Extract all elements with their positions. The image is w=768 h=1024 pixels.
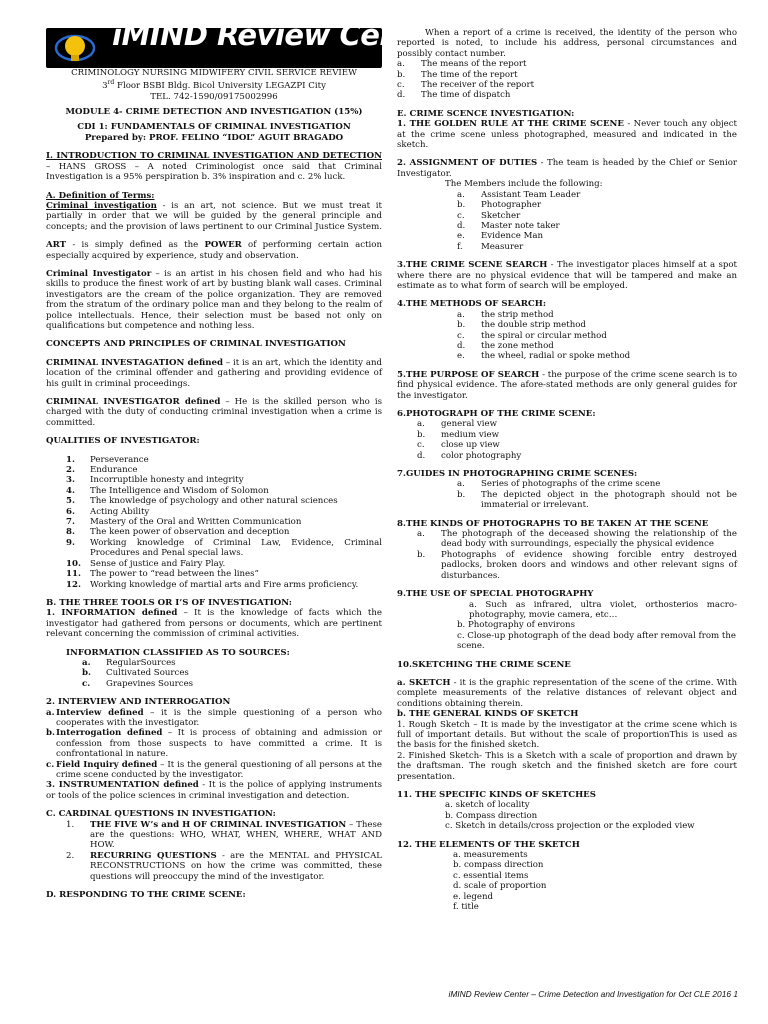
bulb-logo-icon: [54, 31, 96, 65]
guides-heading: 7.GUIDES IN PHOTOGRAPHING CRIME SCENES:: [397, 469, 638, 480]
instrumentation-defined: 3. INSTRUMENTATION defined - It is the police of applying instruments or tools of the police sciences in criminal investigation and detection.: [46, 780, 382, 801]
list-item: b. The depicted object in the photograph should not be immaterial or irrelevant.: [457, 489, 737, 511]
special-b: b. Photography of environs: [457, 620, 575, 631]
list-item: 1. Perseverance: [66, 454, 149, 465]
list-item: e. the wheel, radial or spoke method: [457, 351, 631, 362]
list-item: 2. Endurance: [66, 465, 138, 476]
header-line-1: CRIMINOLOGY NURSING MIDWIFERY CIVIL SERVICE REVIEW: [71, 68, 357, 78]
sketching-heading: 10.SKETCHING THE CRIME SCENE: [397, 659, 571, 670]
header-line-3: TEL. 742-1590/09175002996: [150, 91, 278, 102]
sketch-defined: a. SKETCH - it is the graphic representation of the scene of the crime. With complete measurements of the relative distances of relevant object and conditions obtaining therein.: [397, 677, 737, 709]
list-item: a. general view: [417, 419, 497, 430]
list-item: c. close up view: [417, 440, 500, 451]
def-criminal-investigator: Criminal Investigator – is an artist in his chosen field and who had his skills to produce the finest work of art by busting blank wall cases. Criminal investigators are the cream of the police organization. They are removed from the stratum of the ordinary police man and they belong to the realm of police intellectuals. Hence, their selection must be based not only on qualifications but competence and nothing less.: [46, 268, 382, 331]
list-item: a. Series of photographs of the crime scene: [457, 479, 661, 490]
list-item: b. Compass direction: [445, 810, 538, 821]
tools-heading: B. THE THREE TOOLS OR I’S OF INVESTIGATION:: [46, 597, 292, 608]
sources-list: [46, 658, 382, 689]
list-item: 9. Working knowledge of Criminal Law, Evidence, Criminal Procedures and Penal special laws.: [66, 537, 382, 559]
guides-list: [397, 479, 737, 510]
list-item: b. Photographer: [457, 200, 542, 211]
methods-list: [397, 310, 737, 362]
crime-scene-search: 3.THE CRIME SCENE SEARCH - The investigator places himself at a spot where there are no physical evidence that will be tampered and make an estimate as to what form of search will be employed.: [397, 260, 737, 291]
kinds-of-sketch-heading: b. THE GENERAL KINDS OF SKETCH: [397, 709, 579, 720]
list-item: e. legend: [453, 891, 494, 902]
brand-title: iMIND Review Center: [112, 18, 446, 52]
list-item: c. Field Inquiry defined – It is the general questioning of all persons at the crime scene conducted by the investigator.: [46, 759, 382, 781]
list-item: a. RegularSources: [82, 657, 176, 668]
header-banner: [46, 18, 446, 68]
list-item: b. Interrogation defined – It is process of obtaining and admission or confession from those suspects to have committed a crime. It is confrontational in nature.: [46, 728, 382, 760]
list-item: 3. Incorruptible honesty and integrity: [66, 475, 244, 486]
list-item: d. Master note taker: [457, 220, 560, 231]
page-footer: iMIND Review Center – Crime Detection and Investigation for Oct CLE 2016 1: [448, 989, 738, 999]
interview-heading: 2. INTERVIEW AND INTERROGATION: [46, 697, 231, 708]
qualities-list: [46, 455, 382, 590]
elements-heading: 12. THE ELEMENTS OF THE SKETCH: [397, 839, 580, 850]
prepared-by: Prepared by: PROF. FELINO “IDOL” AGUIT BRAGADO: [84, 132, 344, 143]
def-art: ART - is simply defined as the POWER of performing certain action especially acquired by experience, study and observation.: [46, 240, 382, 261]
list-item: 7. Mastery of the Oral and Written Communication: [66, 517, 302, 528]
list-item: 8. The keen power of observation and deception: [66, 527, 290, 538]
purpose-of-search: 5.THE PURPOSE OF SEARCH - the purpose of the crime scene search is to find physical evidence. The afore-stated methods are only general guides for the investigator.: [397, 369, 737, 401]
module-title: MODULE 4- CRIME DETECTION AND INVESTIGATION (15%): [65, 107, 363, 118]
methods-heading: 4.THE METHODS OF SEARCH:: [397, 299, 547, 310]
left-column: [46, 0, 446, 901]
list-item: 10. Sense of justice and Fairy Play.: [66, 558, 226, 569]
list-item: a. the strip method: [457, 309, 554, 320]
list-item: b. The time of the report: [397, 69, 518, 80]
list-item: b. Photographs of evidence showing forcible entry destroyed padlocks, broken doors and windows and other relevant signs of disturbances.: [417, 549, 737, 581]
list-item: c. Sketch in details/cross projection or the exploded view: [445, 821, 695, 832]
members-list: [397, 190, 737, 252]
cardinal-list: [46, 820, 382, 882]
specific-sketches-heading: 11. THE SPECIFIC KINDS OF SKETCHES: [397, 790, 596, 800]
list-item: 2. RECURRING QUESTIONS - are the MENTAL and PHYSICAL RECONSTRUCTIONS on how the crime was committed, these questions will preoccupy the mind of the investigator.: [66, 850, 382, 882]
list-item: d. the zone method: [457, 340, 554, 351]
scene-heading: E. CRIME SCENCE INVESTIGATION:: [397, 108, 575, 119]
list-item: a. The photograph of the deceased showing the relationship of the dead body with surroundings, especially the physical evidence: [417, 529, 737, 550]
list-item: c. The receiver of the report: [397, 80, 535, 91]
list-item: c. Grapevines Sources: [82, 678, 194, 689]
elements-list: [397, 850, 737, 912]
qualities-heading: QUALITIES OF INVESTIGATOR:: [46, 436, 200, 447]
members-intro: The Members include the following:: [445, 179, 603, 190]
header-line-2: 3rd Floor BSBI Bldg. Bicol University LEGAZPI City: [102, 79, 326, 92]
rough-sketch: 1. Rough Sketch – It is made by the investigator at the crime scene which is full of important details. But without the scale of proportionThis is used as the basis for the finished sketch.: [397, 719, 737, 751]
list-item: 12. Working knowledge of martial arts and Fire arms proficiency.: [66, 579, 359, 590]
kinds-heading: 8.THE KINDS OF PHOTOGRAPHS TO BE TAKEN AT THE SCENE: [397, 518, 709, 529]
information-defined: 1. INFORMATION defined – It is the knowledge of facts which the investigator had gathered from persons or documents, which are pertinent relevant concerning the commission of criminal activities.: [46, 608, 382, 640]
right-column: [397, 28, 737, 912]
list-item: 6. Acting Ability: [66, 506, 150, 517]
list-item: a. The means of the report: [397, 59, 527, 70]
specific-list: [397, 800, 737, 831]
list-item: c. the spiral or circular method: [457, 330, 607, 341]
list-item: e. Evidence Man: [457, 231, 544, 242]
list-item: a. measurements: [453, 850, 528, 861]
civ-defined: CRIMINAL INVESTIGATOR defined – He is the skilled person who is charged with the duty of conducting criminal investigation when a crime is committed.: [46, 397, 382, 428]
cardinal-heading: C. CARDINAL QUESTIONS IN INVESTIGATION:: [46, 809, 276, 820]
responding-heading: D. RESPONDING TO THE CRIME SCENE:: [46, 890, 246, 901]
list-item: c. Sketcher: [457, 210, 521, 221]
golden-rule: 1. THE GOLDEN RULE AT THE CRIME SCENE - Never touch any object at the crime scene unless photographed, measured and indicated in the sketch.: [397, 119, 737, 151]
assignment-of-duties: 2. ASSIGNMENT OF DUTIES - The team is headed by the Chief or Senior Investigator.: [397, 158, 737, 179]
report-list: [397, 59, 737, 101]
finished-sketch: 2. Finished Sketch- This is a Sketch with a scale of proportion and drawn by the draftsman. The rough sketch and the finished sketch are fore court presentation.: [397, 750, 737, 782]
concepts-heading: CONCEPTS AND PRINCIPLES OF CRIMINAL INVESTIGATION: [46, 339, 346, 350]
cdi-title: CDI 1: FUNDAMENTALS OF CRIMINAL INVESTIGATION: [77, 122, 351, 133]
sources-heading: INFORMATION CLASSIFIED AS TO SOURCES:: [66, 647, 290, 658]
list-item: b. Cultivated Sources: [82, 668, 189, 679]
photo-heading: 6.PHOTOGRAPH OF THE CRIME SCENE:: [397, 409, 596, 419]
list-item: b. compass direction: [453, 860, 544, 871]
list-item: d. color photography: [417, 450, 522, 461]
list-item: b. medium view: [417, 429, 499, 440]
special-heading: 9.THE USE OF SPECIAL PHOTOGRAPHY: [397, 589, 594, 600]
list-item: 11. The power to “read between the lines”: [66, 569, 259, 580]
list-item: a. Assistant Team Leader: [457, 189, 581, 200]
list-item: 5. The knowledge of psychology and other natural sciences: [66, 496, 338, 507]
list-item: d. The time of dispatch: [397, 90, 511, 101]
intro-paragraph: I. INTRODUCTION TO CRIMINAL INVESTIGATION AND DETECTION – HANS GROSS – A noted Criminologist once said that Criminal Investigation is a 95% perspiration b. 3% inspiration and c. 2% luck.: [46, 151, 382, 183]
list-item: f. Measurer: [457, 241, 524, 252]
list-item: f. title: [453, 902, 479, 913]
kinds-list: [397, 529, 737, 581]
list-item: 4. The Intelligence and Wisdom of Solomon: [66, 485, 269, 496]
special-a: a. Such as infrared, ultra violet, orthosterios macro-photography, movie camera, etc…: [469, 599, 737, 620]
def-criminal-investigation: Criminal investigation - is an art, not science. But we must treat it partially in order that we will be guided by the general principle and concepts; and the provision of laws pertinent to our Criminal Justice System.: [46, 200, 382, 232]
ci-defined: CRIMINAL INVESTAGATION defined – it is an art, which the identity and location of the criminal offender and gathering and providing evidence of his guilt in criminal proceedings.: [46, 357, 382, 389]
list-item: a. sketch of locality: [445, 800, 530, 811]
report-paragraph: When a report of a crime is received, the identity of the person who reported is noted, to include his address, personal circumstances and possibly contact number.: [397, 28, 737, 59]
list-item: d. scale of proportion: [453, 881, 547, 892]
special-c: c. Close-up photograph of the dead body after removal from the scene.: [457, 630, 736, 652]
list-item: 1. THE FIVE W’s and H OF CRIMINAL INVESTIGATION – These are the questions: WHO, WHAT, WHEN, WHERE, WHAT AND HOW.: [66, 819, 382, 851]
list-item: a. Interview defined – it is the simple questioning of a person who cooperates with the investigator.: [46, 707, 382, 728]
photo-list: [397, 419, 737, 461]
interview-list: [46, 708, 382, 781]
definition-heading: A. Definition of Terms:: [46, 190, 155, 201]
list-item: c. essential items: [453, 870, 529, 881]
list-item: b. the double strip method: [457, 320, 586, 331]
